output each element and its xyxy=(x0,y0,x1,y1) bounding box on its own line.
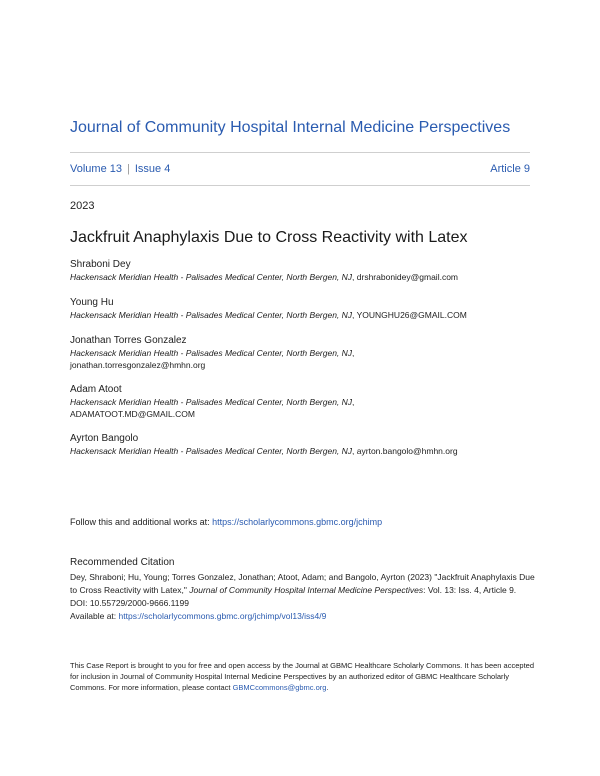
author-name: Shraboni Dey xyxy=(70,259,131,270)
author-affiliation: Hackensack Meridian Health - Palisades Medical Center, North Bergen, NJ, YOUNGHU26@GMAIL.COM xyxy=(70,310,467,320)
citation-heading: Recommended Citation xyxy=(70,557,175,568)
volume-issue-row xyxy=(70,163,530,177)
citation-body xyxy=(70,571,535,623)
citation-volume: : Vol. 13: Iss. 4, Article 9. xyxy=(423,585,517,595)
paper-title: Jackfruit Anaphylaxis Due to Cross Reactivity with Latex xyxy=(70,229,468,246)
author-name: Ayrton Bangolo xyxy=(70,433,139,444)
divider-top xyxy=(70,152,530,153)
follow-link[interactable]: https://scholarlycommons.gbmc.org/jchimp xyxy=(212,517,383,527)
issue-link[interactable]: Issue 4 xyxy=(134,163,171,175)
follow-line xyxy=(70,517,540,527)
follow-text: Follow this and additional works at: xyxy=(70,517,213,527)
citation-doi: DOI: 10.55729/2000-9666.1199 xyxy=(70,598,189,608)
journal-title-link[interactable]: Journal of Community Hospital Internal Medicine Perspectives xyxy=(70,119,511,136)
article-link[interactable]: Article 9 xyxy=(490,163,530,175)
access-notice xyxy=(70,660,535,693)
divider-bottom xyxy=(70,185,530,186)
author-block xyxy=(70,258,540,283)
author-name: Adam Atoot xyxy=(70,384,122,395)
publication-year: 2023 xyxy=(70,200,95,212)
author-email: jonathan.torresgonzalez@hmhn.org xyxy=(70,360,206,370)
notice-end: . xyxy=(326,683,329,692)
author-affiliation: Hackensack Meridian Health - Palisades Medical Center, North Bergen, NJ, xyxy=(70,348,355,358)
author-block xyxy=(70,383,540,420)
available-link[interactable]: https://scholarlycommons.gbmc.org/jchimp/vol13/iss4/9 xyxy=(118,611,327,621)
separator: | xyxy=(126,163,130,175)
author-email: ADAMATOOT.MD@GMAIL.COM xyxy=(70,409,195,419)
author-block xyxy=(70,334,540,371)
contact-email-link[interactable]: GBMCcommons@gbmc.org xyxy=(232,683,327,692)
available-label: Available at: xyxy=(70,611,119,621)
author-block xyxy=(70,296,540,321)
citation-authors: Dey, Shraboni; Hu, Young; Torres Gonzalez, Jonathan; Atoot, Adam; and Bangolo, Ayrton (2023) "Jackfruit Anaphylaxis Due to Cross Reactivity with Latex," xyxy=(70,572,535,595)
volume-link[interactable]: Volume 13 xyxy=(70,163,122,175)
author-name: Jonathan Torres Gonzalez xyxy=(70,335,187,346)
author-block xyxy=(70,432,540,457)
author-affiliation: Hackensack Meridian Health - Palisades Medical Center, North Bergen, NJ, xyxy=(70,397,355,407)
notice-text: This Case Report is brought to you for free and open access by the Journal at GBMC Healthcare Scholarly Commons. It has been accepted for inclusion in Journal of Community Hospital Internal Medicine Perspectives by an authorized editor of GBMC Healthcare Scholarly Commons. For more information, please contact xyxy=(70,661,534,692)
author-affiliation: Hackensack Meridian Health - Palisades Medical Center, North Bergen, NJ, drshrabonidey@gmail.com xyxy=(70,272,458,282)
author-affiliation: Hackensack Meridian Health - Palisades Medical Center, North Bergen, NJ, ayrton.bangolo@hmhn.org xyxy=(70,446,458,456)
citation-journal: Journal of Community Hospital Internal Medicine Perspectives xyxy=(189,585,424,595)
author-name: Young Hu xyxy=(70,297,114,308)
